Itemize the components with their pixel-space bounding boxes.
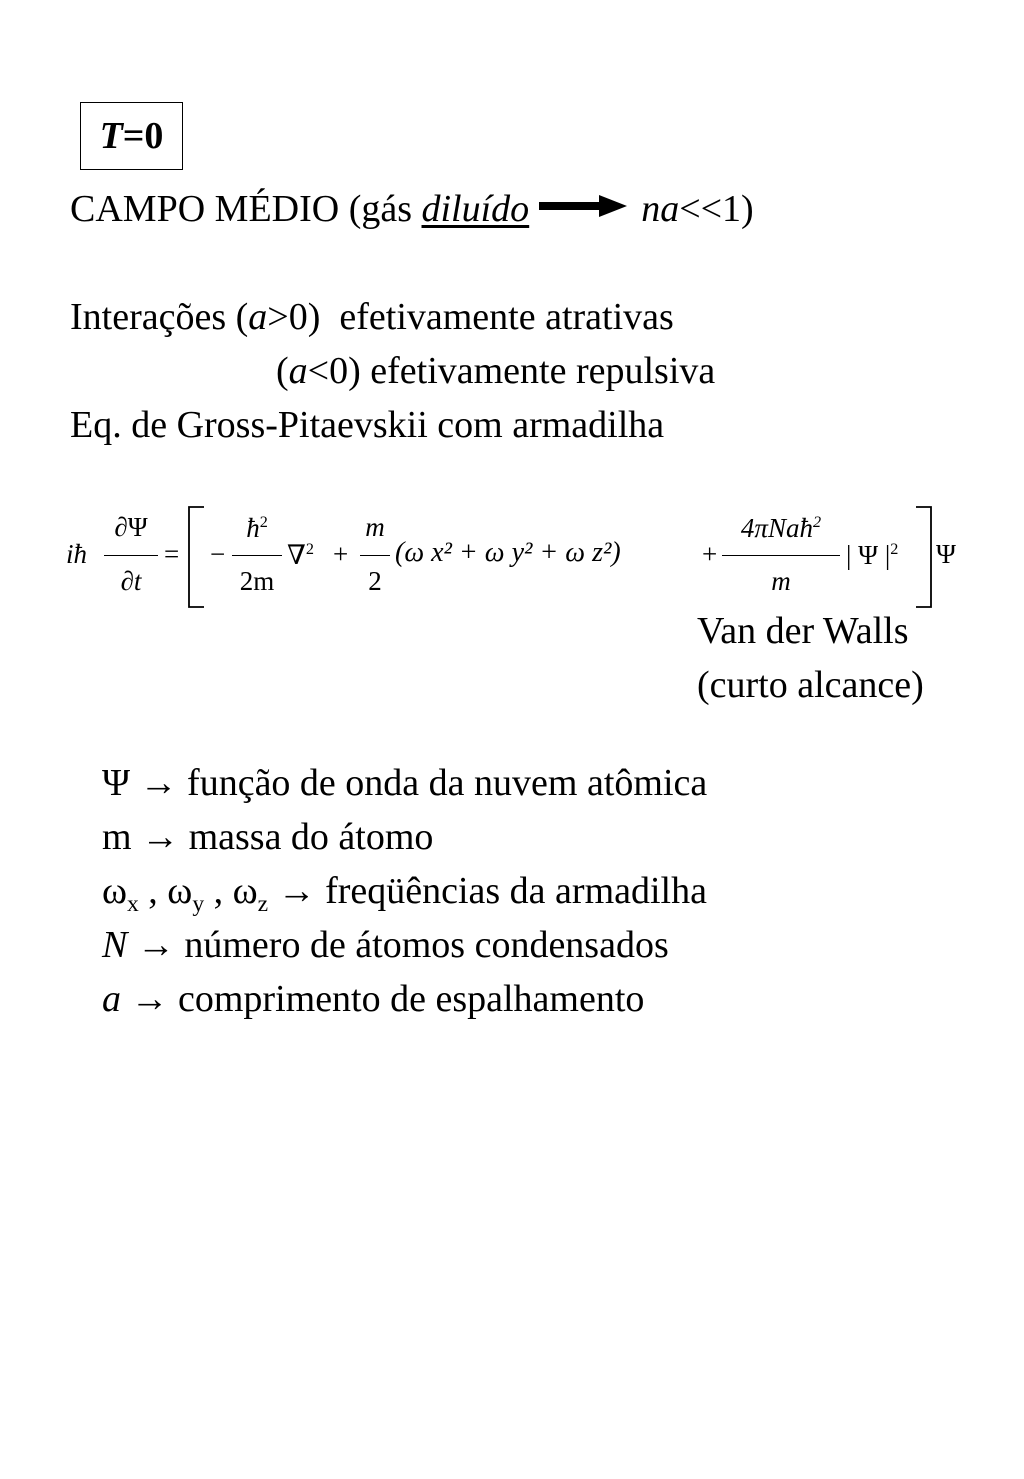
- eq-density: [846, 541, 898, 569]
- heading-suffix: <<1): [679, 188, 754, 230]
- condition-variable: T: [99, 115, 123, 157]
- legend-item-number: [102, 926, 669, 964]
- legend-item-frequencies: $\omega_x$ , $\omega_y$ , $\omega_z$ → freqüências da armadilha: [102, 870, 707, 918]
- description: comprimento de espalhamento: [178, 978, 645, 1020]
- condition-box: [80, 102, 183, 170]
- eq-kinetic-denominator: [232, 568, 282, 595]
- eq-trap-terms: (ω x² + ω y² + ω z²): [395, 537, 621, 568]
- description: número de átomos condensados: [184, 924, 669, 966]
- symbol: ω: [102, 870, 128, 912]
- eq-laplacian: [287, 541, 314, 569]
- right-arrow-icon: →: [136, 924, 175, 966]
- text-span: efetivamente atrativas: [339, 296, 674, 338]
- right-arrow-icon: →: [277, 870, 316, 912]
- eq-minus: −: [210, 539, 226, 569]
- text-span: (: [276, 350, 289, 392]
- eq-equals: =: [164, 539, 180, 569]
- right-arrow-icon: →: [141, 816, 180, 858]
- right-arrow-icon: →: [130, 978, 169, 1020]
- subscript: z: [257, 891, 269, 918]
- legend-item-psi: [102, 764, 707, 802]
- subscript: x: [127, 891, 139, 918]
- short-range-label: (curto alcance): [697, 664, 924, 706]
- symbol: m: [102, 816, 132, 858]
- description: freqüências da armadilha: [325, 870, 707, 912]
- eq-psi: Ψ: [936, 539, 956, 569]
- text-span: <0): [307, 350, 361, 392]
- eq-interaction-numerator: [722, 514, 840, 542]
- eq-kinetic-numerator: [232, 514, 282, 542]
- symbol: a: [102, 978, 121, 1020]
- eq-trap-denominator: 2: [368, 566, 382, 596]
- symbol: N: [102, 924, 128, 966]
- eq-fraction-line: [232, 555, 282, 556]
- heading-variable: na: [641, 188, 680, 230]
- symbol: ω: [167, 870, 193, 912]
- legend-item-scattering: [102, 980, 644, 1018]
- eq-plus: +: [333, 539, 349, 569]
- symbol: Ψ: [102, 762, 131, 804]
- text-span: 4πNaħ: [740, 513, 813, 543]
- eq-fraction-line: [722, 555, 840, 556]
- description: função de onda da nuvem atômica: [187, 762, 708, 804]
- text-span: >0): [267, 296, 321, 338]
- subscript: y: [192, 891, 205, 918]
- exponent: 2: [812, 513, 822, 531]
- condition-value: =0: [122, 115, 164, 157]
- exponent: 2: [259, 513, 268, 531]
- interaction-line-attractive: [70, 298, 674, 336]
- hbar: ħ: [246, 513, 260, 543]
- right-bracket-icon: [914, 506, 934, 608]
- eq-lhs-denominator: ∂t: [120, 566, 142, 596]
- eq-interaction-denominator: m: [771, 566, 791, 596]
- thick-right-arrow-icon: [539, 194, 627, 218]
- eq-fraction-line: [104, 555, 158, 556]
- description: massa do átomo: [188, 816, 434, 858]
- exponent: 2: [890, 540, 899, 558]
- text-span: efetivamente repulsiva: [370, 350, 716, 392]
- heading-underlined-word: diluído: [421, 188, 530, 230]
- interaction-line-repulsive: [276, 352, 715, 390]
- mean-field-heading: [70, 190, 754, 228]
- van-der-walls-label: Van der Walls: [697, 610, 909, 652]
- eq-lhs-prefix: iħ: [66, 539, 88, 569]
- right-arrow-icon: →: [139, 762, 178, 804]
- eq-trap-numerator: m: [365, 512, 385, 542]
- gross-pitaevskii-heading: Eq. de Gross-Pitaevskii com armadilha: [70, 404, 665, 446]
- symbol: ω: [232, 870, 258, 912]
- variable-a: a: [288, 350, 308, 392]
- legend-item-mass: [102, 818, 433, 856]
- text-span: | Ψ |: [846, 540, 891, 570]
- eq-lhs-numerator: ∂Ψ: [114, 512, 148, 542]
- exponent: 2: [305, 540, 314, 558]
- eq-plus: +: [702, 539, 718, 569]
- text-span: 2m: [239, 566, 275, 596]
- text-span: Interações (: [70, 296, 249, 338]
- nabla: ∇: [287, 540, 306, 570]
- eq-fraction-line: [360, 555, 390, 556]
- variable-a: a: [248, 296, 268, 338]
- heading-prefix: CAMPO MÉDIO (gás: [70, 188, 422, 230]
- left-bracket-icon: [186, 506, 206, 608]
